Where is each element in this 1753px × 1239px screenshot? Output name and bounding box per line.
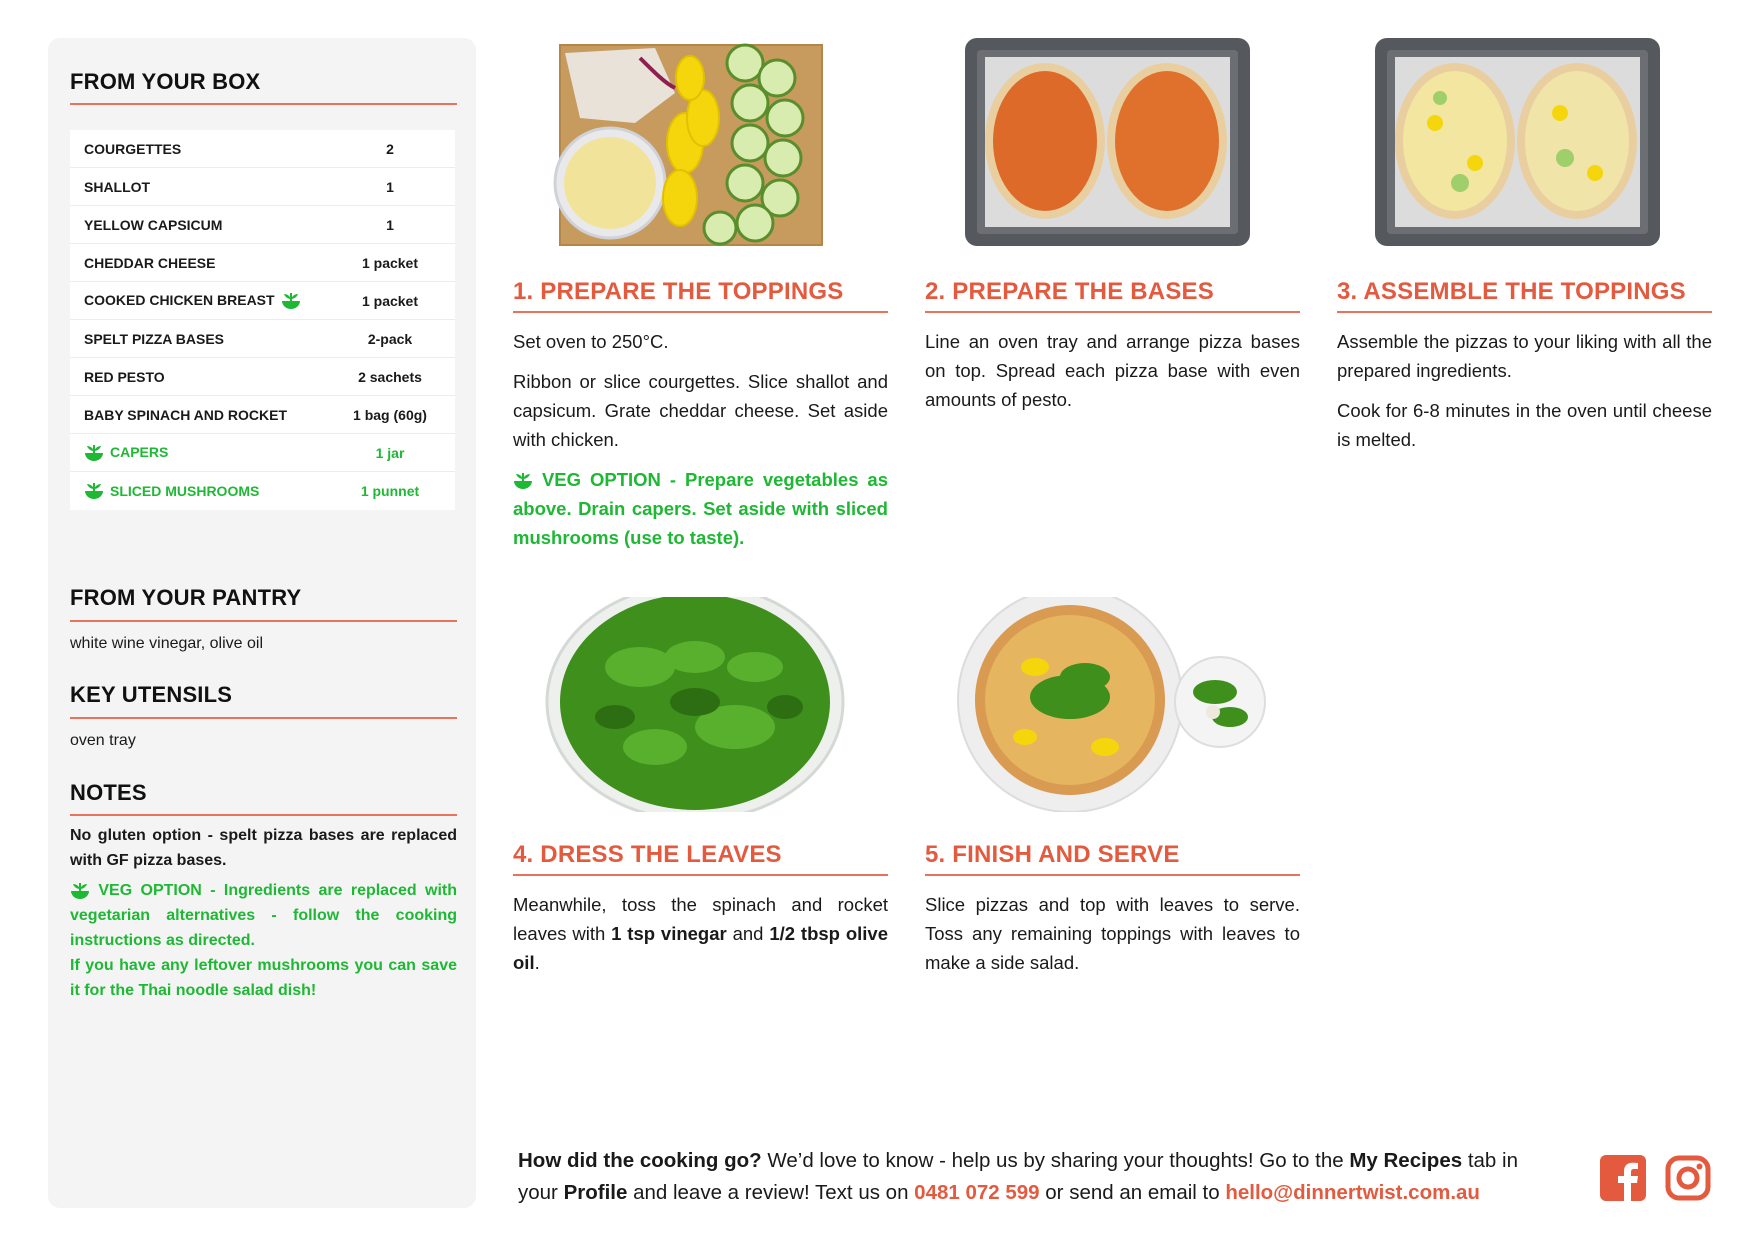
ingredient-label: RED PESTO [84,368,165,385]
divider [70,814,457,816]
step-3-title: 3. ASSEMBLE THE TOPPINGS [1337,275,1712,313]
step-5 [925,838,1300,988]
ingredient-label: COOKED CHICKEN BREAST [84,292,275,309]
step-1-veg-option [513,465,888,552]
ingredient-row [70,130,455,168]
ingredient-label: SPELT PIZZA BASES [84,330,225,347]
ingredient-label: BABY SPINACH AND ROCKET [84,406,288,423]
step-2-body [925,327,1300,414]
ingredients-sidebar [48,38,476,1208]
ingredient-row [70,434,455,472]
ingredient-name [70,255,325,271]
step-1-text: Ribbon or slice courgettes. Slice shallot and capsicum. Grate cheddar cheese. Set aside with chicken. [513,371,888,450]
ingredient-qty: 1 jar [375,444,405,461]
step-2 [925,275,1300,425]
veg-bowl-icon [84,482,104,500]
step-1-veg-text: VEG OPTION - Prepare vegetables as above. Drain capers. Set aside with sliced mushrooms (use to taste). [513,469,889,548]
ingredient-qty: 1 [386,216,394,233]
step-5-body [925,890,1300,977]
step-3-body [1337,327,1712,454]
ingredient-label: SHALLOT [84,178,151,195]
step-2-text: Line an oven tray and arrange pizza bases on top. Spread each pizza base with even amounts of pesto. [925,331,1300,410]
step-2-title: 2. PREPARE THE BASES [925,275,1300,313]
pantry-heading: FROM YOUR PANTRY [70,585,302,610]
ingredient-name [70,443,325,461]
step-5-text: Slice pizzas and top with leaves to serve. Toss any remaining toppings with leaves to make a side salad. [925,894,1300,973]
ingredient-name [70,331,325,347]
ingredient-name [70,179,325,195]
ingredient-name [70,407,325,423]
ingredient-row [70,358,455,396]
ingredient-label: YELLOW CAPSICUM [84,216,223,233]
notes-heading: NOTES [70,780,147,805]
divider [70,620,457,622]
phone-link[interactable]: 0481 072 599 [914,1181,1040,1204]
step-3-text: Assemble the pizzas to your liking with all the prepared ingredients. [1337,331,1712,381]
veg-bowl-icon [513,469,533,490]
feedback-footer: How did the cooking go? We’d love to know - help us by sharing your thoughts! Go to the My Recipes tab in your Profile and leave a review! Text us on 0481 072 599 or send an email to hello@dinnertwist.com.au [518,1149,1518,1204]
utensils-heading: KEY UTENSILS [70,682,233,707]
step-5-title: 5. FINISH AND SERVE [925,838,1300,876]
divider [70,103,457,105]
step-1 [513,275,888,563]
facebook-icon[interactable] [1600,1155,1646,1201]
instagram-icon[interactable] [1665,1155,1711,1201]
note-gluten: No gluten option - spelt pizza bases are replaced with GF pizza bases. [70,827,457,869]
veg-bowl-icon [70,882,90,899]
ingredient-label: SLICED MUSHROOMS [110,482,260,499]
ingredient-row [70,396,455,434]
step-4 [513,838,888,988]
ingredient-row [70,168,455,206]
ingredient-label: COURGETTES [84,140,182,157]
ingredient-name [70,141,325,157]
prepare-bases-photo [955,33,1255,248]
ingredient-row [70,244,455,282]
ingredient-qty: 1 packet [361,254,419,271]
pantry-text: white wine vinegar, olive oil [70,635,263,652]
step-3-text: Cook for 6-8 minutes in the oven until cheese is melted. [1337,400,1712,450]
my-recipes-label: My Recipes [1349,1149,1463,1172]
ingredient-qty: 1 punnet [360,483,420,499]
note-veg [70,878,457,953]
ingredient-row [70,282,455,320]
ingredient-row [70,206,455,244]
step-4-title: 4. DRESS THE LEAVES [513,838,888,876]
veg-bowl-icon [281,291,301,309]
step-3 [1337,275,1712,465]
step-1-body [513,327,888,552]
divider [70,717,457,719]
ingredient-qty: 1 packet [361,292,419,309]
ingredient-row [70,472,455,510]
step-1-title: 1. PREPARE THE TOPPINGS [513,275,888,313]
ingredient-qty: 2 [386,140,394,157]
veg-bowl-icon [84,443,104,461]
step-4-body [513,890,888,977]
from-box-heading: FROM YOUR BOX [70,69,261,94]
ingredient-qty: 1 [386,178,394,195]
ingredient-name [70,369,325,385]
note-veg-text: VEG OPTION - Ingredients are replaced with vegetarian alternatives - follow the cooking instructions as directed. [70,882,457,949]
footer-question: How did the cooking go? [518,1149,762,1172]
ingredient-row [70,320,455,358]
ingredient-label: CHEDDAR CHEESE [84,254,216,271]
email-link[interactable]: hello@dinnertwist.com.au [1225,1181,1480,1204]
ingredient-qty: 1 bag (60g) [353,406,427,423]
step-4-text: Meanwhile, toss the spinach and rocket leaves with 1 tsp vinegar and 1/2 tbsp olive oil. [513,894,888,973]
assemble-toppings-photo [1365,33,1665,248]
ingredient-qty: 2-pack [367,330,413,347]
ingredient-label: CAPERS [110,444,169,461]
ingredient-qty: 2 sachets [358,368,422,385]
note-leftover: If you have any leftover mushrooms you can save it for the Thai noodle salad dish! [70,957,457,999]
finish-serve-photo [945,597,1275,812]
ingredients-table [70,130,455,510]
ingredient-name [70,291,325,309]
step-1-text: Set oven to 250°C. [513,331,669,352]
utensils-text: oven tray [70,732,136,749]
prepare-toppings-photo [545,33,831,248]
profile-label: Profile [563,1181,628,1204]
ingredient-name [70,217,325,233]
dress-leaves-photo [545,597,845,812]
ingredient-name [70,482,325,500]
